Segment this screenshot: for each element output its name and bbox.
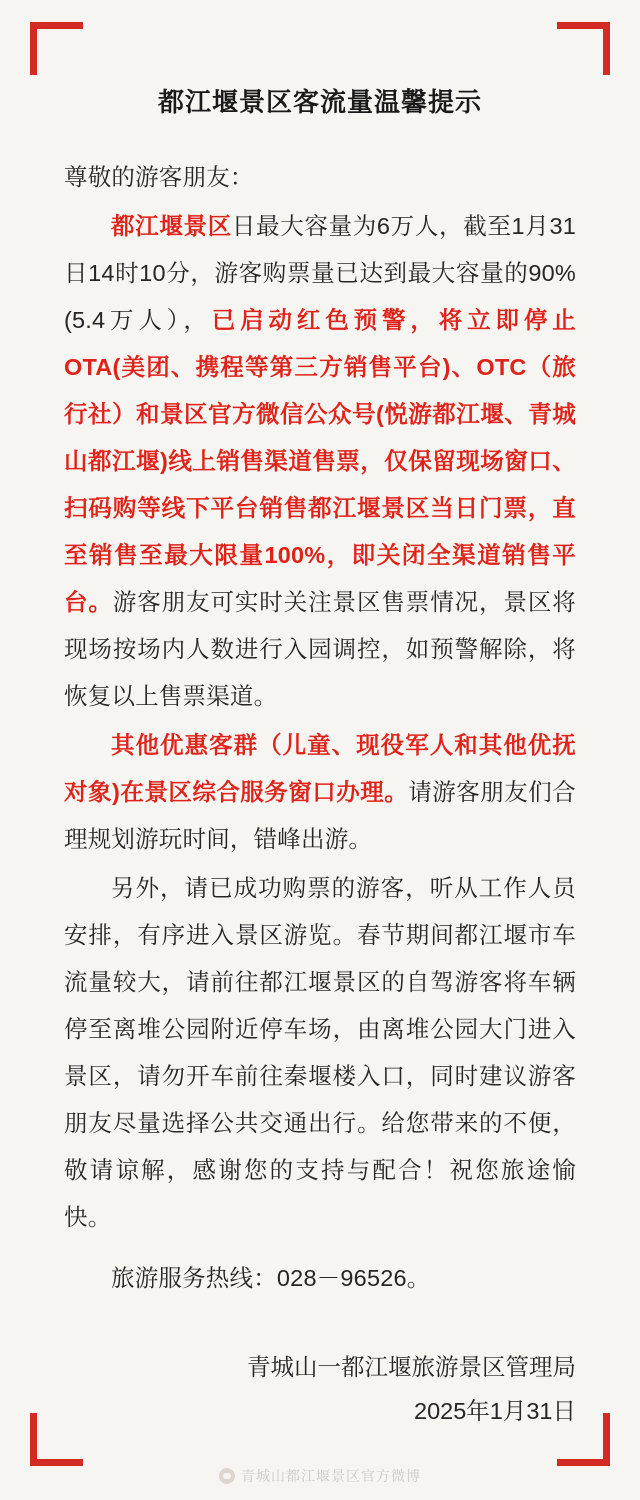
signature-date: 2025年1月31日 xyxy=(414,1397,576,1424)
watermark-text: 青城山都江堰景区官方微博 xyxy=(241,1468,421,1484)
signature-organization: 青城山一都江堰旅游景区管理局 xyxy=(247,1354,576,1381)
red-alert-statement: 已启动红色预警，将立即停止OTA(美团、携程等第三方销售平台)、OTC（旅行社）和景区官方微信公众号(悦游都江堰、青城山都江堰)线上销售渠道售票，仅保留现场窗口、扫码购等线下平台销售都江堰景区当日门票，直至销售至最大限量100%，即关闭全渠道销售平台。 xyxy=(64,307,577,616)
notice-body xyxy=(64,154,576,1302)
paragraph-1-segment-4: 游客朋友可实时关注景区售票情况，景区将现场按场内人数进行入园调控，如预警解除，将恢复以上售票渠道。 xyxy=(64,589,576,710)
salutation: 尊敬的游客朋友： xyxy=(64,164,254,191)
weibo-logo-icon xyxy=(219,1468,235,1484)
notice-content xyxy=(64,52,577,1424)
paragraph-3: 另外，请已成功购票的游客，听从工作人员安排，有序进入景区游览。春节期间都江堰市车流量较大，请前往都江堰景区的自驾游客将车辆停至离堆公园附近停车场，由离堆公园大门进入景区，请勿开车前往秦堰楼入口，同时建议游客朋友尽量选择公共交通出行。给您带来的不便，敬请谅解，感谢您的支持与配合！祝您旅途愉快。 xyxy=(64,875,576,1231)
scenic-area-name: 都江堰景区 xyxy=(111,213,232,240)
signature-block xyxy=(64,1346,576,1433)
service-hotline: 旅游服务热线：028－96526。 xyxy=(111,1265,431,1292)
paragraph-1-segment-2: 日最大容量为6万人，截至1月31日14时10分，游客购票量已达到最大容量的90%(5.4万人）， xyxy=(64,213,576,334)
page-title: 都江堰景区客流量温馨提示 xyxy=(157,87,482,117)
paragraph-2 xyxy=(64,722,576,863)
paragraph-2-segment-2: 请游客朋友们合理规划游玩时间，错峰出游。 xyxy=(64,779,577,853)
paragraph-1 xyxy=(64,203,576,720)
watermark xyxy=(0,1466,640,1486)
discount-group-statement: 其他优惠客群（儿童、现役军人和其他优抚对象)在景区综合服务窗口办理。 xyxy=(64,732,576,806)
